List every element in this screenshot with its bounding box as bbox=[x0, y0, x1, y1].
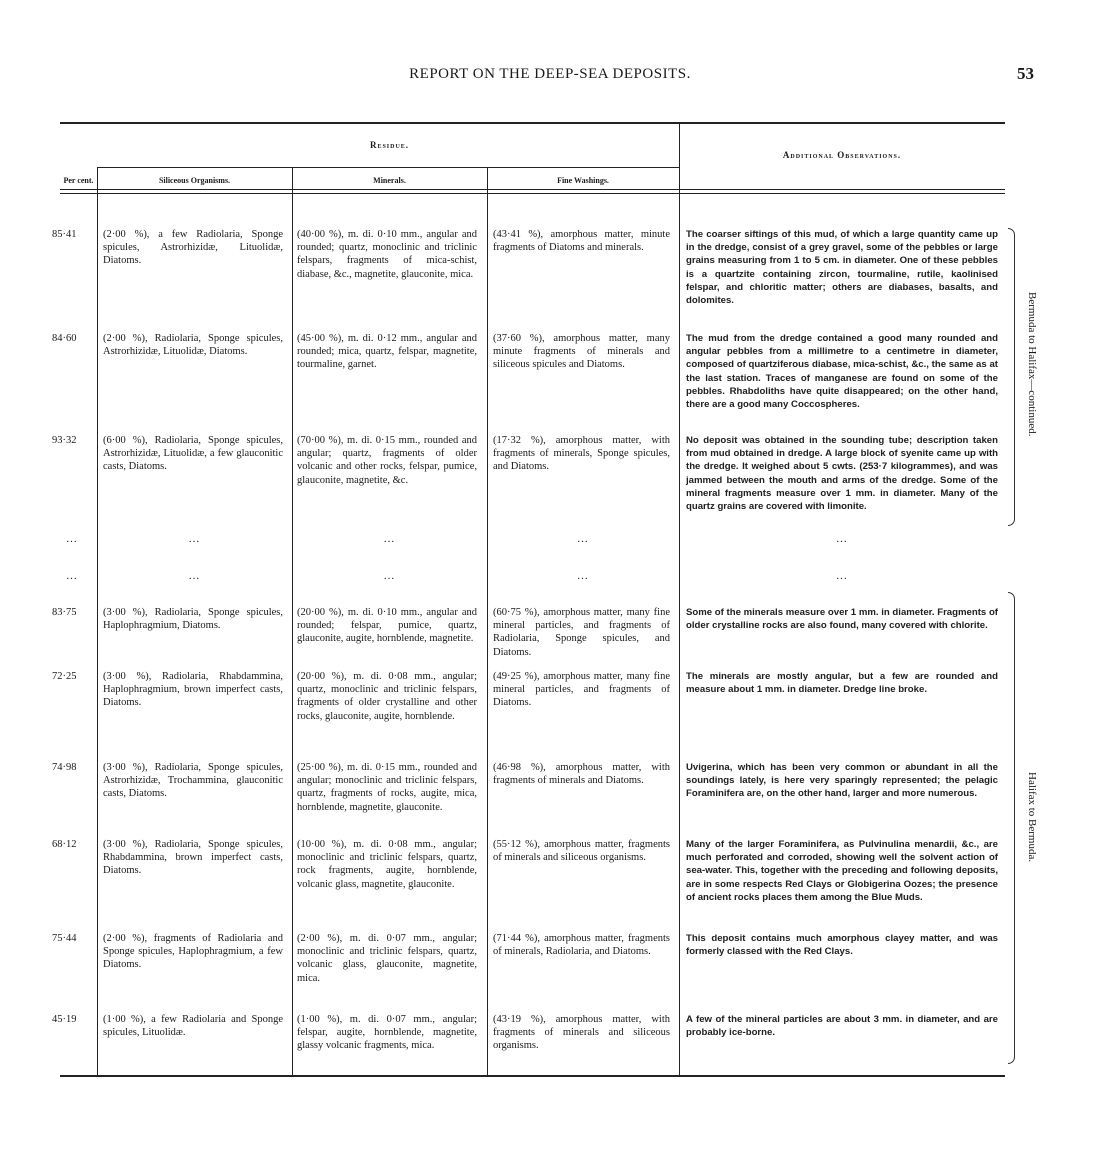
row-9-washings: (43·19 %), amorphous matter, with fragments of minerals and siliceous organisms. bbox=[493, 1014, 670, 1052]
row-4-minerals: (20·00 %), m. di. 0·10 mm., angular and rounded; felspar, pumice, quartz, glauconite, augite, hornblende, magnetite. bbox=[297, 607, 477, 645]
row-9-per-cent: 45·19 bbox=[52, 1014, 77, 1025]
header-bottom-rule-1 bbox=[60, 189, 1005, 190]
ellipsis-row-1-siliceous: ... bbox=[188, 533, 201, 545]
row-9-minerals: (1·00 %), m. di. 0·07 mm., angular; felspar, augite, hornblende, magnetite, glassy volcanic fragments, mica. bbox=[297, 1014, 477, 1052]
row-1-minerals: (40·00 %), m. di. 0·10 mm., angular and rounded; quartz, monoclinic and triclinic felspars, fragments of mica-schist, diabase, &c., magnetite, glauconite, mica. bbox=[297, 229, 477, 280]
header-minerals: Minerals. bbox=[373, 176, 406, 185]
ellipsis-row-2-washings: ... bbox=[577, 570, 589, 582]
page-number: 53 bbox=[1017, 64, 1034, 83]
row-6-per-cent: 74·98 bbox=[52, 762, 77, 773]
ellipsis-row-2-siliceous: ... bbox=[188, 570, 201, 582]
row-4-siliceous: (3·00 %), Radiolaria, Sponge spicules, Haplophragmium, Diatoms. bbox=[103, 607, 283, 632]
running-title: REPORT ON THE DEEP-SEA DEPOSITS. bbox=[409, 66, 691, 82]
side-note-bermuda-to-halifax: Bermuda to Halifax—continued. bbox=[1026, 292, 1038, 437]
row-6-observations: Uvigerina, which has been very common or abundant in all the soundings lately, is here very sparingly represented; the pelagic Foraminifera are, on the other hand, larger and more numerous. bbox=[686, 762, 998, 800]
ellipsis-row-1-observations: ... bbox=[836, 533, 848, 545]
row-6-washings: (46·98 %), amorphous matter, with fragments of minerals and Diatoms. bbox=[493, 762, 670, 787]
row-9-siliceous: (1·00 %), a few Radiolaria and Sponge spicules, Lituolidæ. bbox=[103, 1014, 283, 1039]
header-residue: Residue. bbox=[369, 140, 410, 150]
column-divider-3 bbox=[487, 168, 488, 1075]
header-bottom-rule-2 bbox=[60, 193, 1005, 194]
column-divider-4 bbox=[679, 122, 680, 1075]
ellipsis-row-1-minerals: ... bbox=[383, 533, 396, 545]
column-divider-1 bbox=[97, 168, 98, 1075]
ellipsis-row-2-minerals: ... bbox=[383, 570, 396, 582]
row-1-washings: (43·41 %), amorphous matter, minute fragments of Diatoms and minerals. bbox=[493, 229, 670, 254]
row-3-per-cent: 93·32 bbox=[52, 435, 77, 446]
table-bottom-rule bbox=[60, 1075, 1005, 1077]
row-3-minerals: (70·00 %), m. di. 0·15 mm., rounded and angular; quartz, fragments of older volcanic and other rocks, felspar, pumice, glauconite, magnetite, &c. bbox=[297, 435, 477, 486]
group-2-brace bbox=[1008, 592, 1015, 1064]
row-7-siliceous: (3·00 %), Radiolaria, Sponge spicules, Rhabdammina, brown imperfect casts, Diatoms. bbox=[103, 839, 283, 877]
running-head bbox=[0, 66, 1100, 88]
column-divider-2 bbox=[292, 168, 293, 1075]
table-top-rule bbox=[60, 122, 1005, 124]
row-2-per-cent: 84·60 bbox=[52, 333, 77, 344]
row-4-per-cent: 83·75 bbox=[52, 607, 77, 618]
row-6-minerals: (25·00 %), m. di. 0·15 mm., rounded and angular; monoclinic and triclinic felspars, quartz, fragments of rocks, augite, mica, hornblende, magnetite, glauconite. bbox=[297, 762, 477, 813]
ellipsis-row-1-washings: ... bbox=[577, 533, 589, 545]
row-7-observations: Many of the larger Foraminifera, as Pulvinulina menardii, &c., are much perforated and corroded, showing well the solvent action of sea-water. This, together with the preceding and following deposits, are in some respects Red Clays or Globigerina Oozes; the presence of ancient rocks places them among the Blue Muds. bbox=[686, 839, 998, 903]
row-1-per-cent: 85·41 bbox=[52, 229, 77, 240]
row-1-observations: The coarser siftings of this mud, of which a large quantity came up in the dredge, consist of a grey gravel, some of the pebbles or large grains measuring from 1 to 5 cm. in diameter. One of these pebbles is a quartzite containing zircon, tourmaline, rutile, kaolinised felspar, and chloritic matter; others are diabases, basalts, and dolomites. bbox=[686, 229, 998, 307]
row-3-observations: No deposit was obtained in the sounding tube; description taken from mud obtained in dredge. A large block of syenite came up with the dredge. It weighed about 5 cwts. (253·7 kilogrammes), and was jammed between the mouth and arms of the dredge. Some of the mineral fragments measure over 1 mm. in diameter. Many of the quartz grains are covered with limonite. bbox=[686, 435, 998, 513]
row-8-minerals: (2·00 %), m. di. 0·07 mm., angular; monoclinic and triclinic felspars, quartz, volcanic glass, glauconite, magnetite, mica. bbox=[297, 933, 477, 984]
row-8-observations: This deposit contains much amorphous clayey matter, and was formerly classed with the Red Clays. bbox=[686, 933, 998, 958]
row-7-minerals: (10·00 %), m. di. 0·08 mm., angular; monoclinic and triclinic felspars, quartz, rock fragments, augite, hornblende, volcanic glass, magnetite, glauconite. bbox=[297, 839, 477, 890]
row-4-observations: Some of the minerals measure over 1 mm. in diameter. Fragments of older crystalline rocks are also found, many covered with chlorite. bbox=[686, 607, 998, 632]
row-5-siliceous: (3·00 %), Radiolaria, Rhabdammina, Haplophragmium, brown imperfect casts, Diatoms. bbox=[103, 671, 283, 709]
ellipsis-row-2-per-cent: ... bbox=[66, 570, 78, 582]
row-5-washings: (49·25 %), amorphous matter, many fine mineral particles, and fragments of Diatoms. bbox=[493, 671, 670, 709]
row-1-siliceous: (2·00 %), a few Radiolaria, Sponge spicules, Astrorhizidæ, Lituolidæ, Diatoms. bbox=[103, 229, 283, 267]
ellipsis-row-1-per-cent: ... bbox=[66, 533, 78, 545]
row-2-washings: (37·60 %), amorphous matter, many minute fragments of minerals and siliceous spicules and Diatoms. bbox=[493, 333, 670, 371]
row-2-minerals: (45·00 %), m. di. 0·12 mm., angular and rounded; mica, quartz, felspar, magnetite, tourmaline, garnet. bbox=[297, 333, 477, 371]
row-2-observations: The mud from the dredge contained a good many rounded and angular pebbles from a millimetre to a centimetre in diameter, composed of quartziferous diabase, mica-schist, &c., the same as at the last station. Traces of manganese are found on some of the pebbles. Rhabdoliths have quite disappeared; on the other hand, there are a good many Coccospheres. bbox=[686, 333, 998, 411]
row-5-observations: The minerals are mostly angular, but a few are rounded and measure about 1 mm. in diameter. Dredge line broke. bbox=[686, 671, 998, 696]
row-7-washings: (55·12 %), amorphous matter, fragments of minerals and siliceous organisms. bbox=[493, 839, 670, 864]
row-3-siliceous: (6·00 %), Radiolaria, Sponge spicules, Astrorhizidæ, Lituolidæ, a few glauconitic casts, Diatoms. bbox=[103, 435, 283, 473]
row-7-per-cent: 68·12 bbox=[52, 839, 77, 850]
ellipsis-row-2-observations: ... bbox=[836, 570, 848, 582]
row-2-siliceous: (2·00 %), Radiolaria, Sponge spicules, Astrorhizidæ, Lituolidæ, Diatoms. bbox=[103, 333, 283, 358]
residue-underline bbox=[97, 167, 679, 168]
row-5-minerals: (20·00 %), m. di. 0·08 mm., angular; quartz, monoclinic and triclinic felspars, fragments of older crystalline and other rocks, glauconite, augite, hornblende. bbox=[297, 671, 477, 722]
header-additional-observations: Additional Observations. bbox=[782, 150, 902, 160]
row-8-siliceous: (2·00 %), fragments of Radiolaria and Sponge spicules, Haplophragmium, a few Diatoms. bbox=[103, 933, 283, 971]
header-siliceous-organisms: Siliceous Organisms. bbox=[158, 176, 231, 185]
header-fine-washings: Fine Washings. bbox=[557, 176, 609, 185]
row-8-per-cent: 75·44 bbox=[52, 933, 77, 944]
row-6-siliceous: (3·00 %), Radiolaria, Sponge spicules, Astrorhizidæ, Trochammina, glauconitic casts, Diatoms. bbox=[103, 762, 283, 800]
row-8-washings: (71·44 %), amorphous matter, fragments of minerals, Radiolaria, and Diatoms. bbox=[493, 933, 670, 958]
row-3-washings: (17·32 %), amorphous matter, with fragments of minerals, Sponge spicules, and Diatoms. bbox=[493, 435, 670, 473]
header-per-cent: Per cent. bbox=[63, 176, 94, 185]
row-5-per-cent: 72·25 bbox=[52, 671, 77, 682]
side-note-halifax-to-bermuda: Halifax to Bermuda. bbox=[1026, 772, 1038, 863]
row-4-washings: (60·75 %), amorphous matter, many fine mineral particles, and fragments of Radiolaria, Sponge spicules, and Diatoms. bbox=[493, 607, 670, 658]
group-1-brace bbox=[1008, 228, 1015, 526]
row-9-observations: A few of the mineral particles are about 3 mm. in diameter, and are probably ice-borne. bbox=[686, 1014, 998, 1039]
